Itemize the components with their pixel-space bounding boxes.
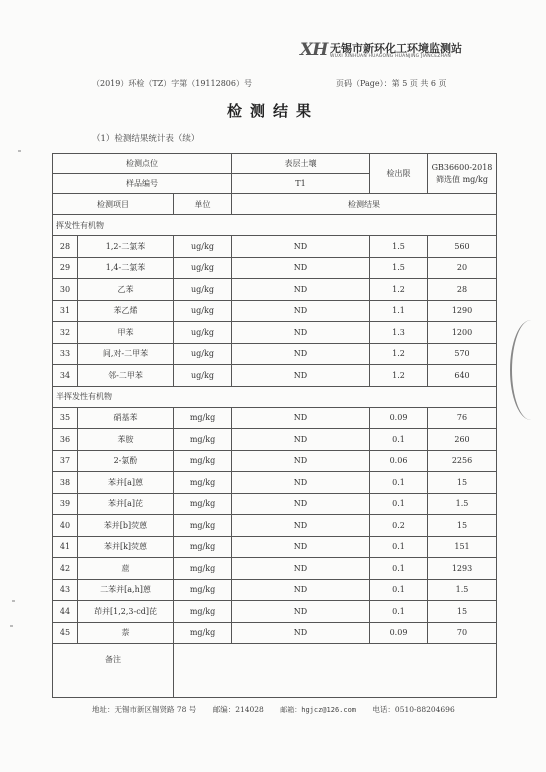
test-item: 萘 bbox=[78, 622, 174, 644]
sample-value: T1 bbox=[232, 174, 370, 194]
test-item: 硝基苯 bbox=[78, 407, 174, 429]
row-number: 36 bbox=[53, 429, 78, 451]
detection-limit: 0.1 bbox=[370, 536, 428, 558]
unit: mg/kg bbox=[174, 407, 232, 429]
header-row-columns bbox=[53, 194, 497, 215]
row-number: 42 bbox=[53, 558, 78, 580]
test-result: ND bbox=[232, 472, 370, 494]
test-result: ND bbox=[232, 365, 370, 387]
unit: ug/kg bbox=[174, 343, 232, 365]
point-value: 表层土壤 bbox=[232, 154, 370, 174]
screening-value: 70 bbox=[428, 622, 497, 644]
row-number: 34 bbox=[53, 365, 78, 387]
group-row bbox=[53, 215, 497, 236]
unit: mg/kg bbox=[174, 622, 232, 644]
detection-limit: 0.06 bbox=[370, 450, 428, 472]
unit: ug/kg bbox=[174, 365, 232, 387]
table-caption: （1）检测结果统计表（续） bbox=[92, 134, 200, 144]
row-number: 29 bbox=[53, 257, 78, 279]
detection-limit: 1.5 bbox=[370, 257, 428, 279]
row-number: 35 bbox=[53, 407, 78, 429]
test-result: ND bbox=[232, 279, 370, 301]
detection-limit: 0.09 bbox=[370, 622, 428, 644]
detection-limit: 0.1 bbox=[370, 558, 428, 580]
test-item: 1,2-二氯苯 bbox=[78, 236, 174, 258]
footer-phone: 电话：0510-88204696 bbox=[372, 705, 455, 714]
detection-limit: 0.1 bbox=[370, 493, 428, 515]
page-title: 检测结果 bbox=[226, 102, 319, 120]
table-row bbox=[53, 558, 497, 580]
unit: mg/kg bbox=[174, 493, 232, 515]
scan-mark bbox=[10, 625, 13, 627]
row-number: 43 bbox=[53, 579, 78, 601]
test-result: ND bbox=[232, 493, 370, 515]
unit: mg/kg bbox=[174, 515, 232, 537]
screening-value: 560 bbox=[428, 236, 497, 258]
test-item: 苯并[a]蒽 bbox=[78, 472, 174, 494]
unit: mg/kg bbox=[174, 472, 232, 494]
row-number: 41 bbox=[53, 536, 78, 558]
table-row bbox=[53, 257, 497, 279]
test-item: 苯并[a]芘 bbox=[78, 493, 174, 515]
test-result: ND bbox=[232, 257, 370, 279]
unit: mg/kg bbox=[174, 601, 232, 623]
item-label: 检测项目 bbox=[53, 194, 174, 215]
detection-limit: 1.5 bbox=[370, 236, 428, 258]
row-number: 32 bbox=[53, 322, 78, 344]
table-row bbox=[53, 601, 497, 623]
screening-value: 1290 bbox=[428, 300, 497, 322]
row-number: 45 bbox=[53, 622, 78, 644]
detection-limit: 0.09 bbox=[370, 407, 428, 429]
table-row bbox=[53, 515, 497, 537]
detection-limit: 0.1 bbox=[370, 601, 428, 623]
test-result: ND bbox=[232, 536, 370, 558]
detection-limit-label: 检出限 bbox=[370, 154, 428, 194]
row-number: 31 bbox=[53, 300, 78, 322]
note-label: 备注 bbox=[53, 644, 174, 698]
group-row bbox=[53, 386, 497, 407]
table-row bbox=[53, 429, 497, 451]
test-result: ND bbox=[232, 322, 370, 344]
test-item: 苯乙烯 bbox=[78, 300, 174, 322]
detection-limit: 1.2 bbox=[370, 279, 428, 301]
detection-limit: 0.1 bbox=[370, 472, 428, 494]
unit: mg/kg bbox=[174, 429, 232, 451]
test-item: 二苯并[a,h]蒽 bbox=[78, 579, 174, 601]
table-row bbox=[53, 472, 497, 494]
org-logo bbox=[300, 40, 470, 64]
screening-value: 76 bbox=[428, 407, 497, 429]
unit: ug/kg bbox=[174, 257, 232, 279]
table-row bbox=[53, 322, 497, 344]
screening-value: 15 bbox=[428, 601, 497, 623]
screening-value: 15 bbox=[428, 472, 497, 494]
test-item: 茚并[1,2,3-cd]芘 bbox=[78, 601, 174, 623]
results-table bbox=[52, 153, 497, 698]
test-item: 甲苯 bbox=[78, 322, 174, 344]
row-number: 33 bbox=[53, 343, 78, 365]
test-item: 2-氯酚 bbox=[78, 450, 174, 472]
note-row bbox=[53, 644, 497, 698]
test-result: ND bbox=[232, 515, 370, 537]
table-row bbox=[53, 536, 497, 558]
test-item: 1,4-二氯苯 bbox=[78, 257, 174, 279]
unit: ug/kg bbox=[174, 279, 232, 301]
test-result: ND bbox=[232, 601, 370, 623]
row-number: 28 bbox=[53, 236, 78, 258]
screening-value: 1293 bbox=[428, 558, 497, 580]
detection-limit: 0.2 bbox=[370, 515, 428, 537]
row-number: 44 bbox=[53, 601, 78, 623]
row-number: 30 bbox=[53, 279, 78, 301]
unit-label: 单位 bbox=[174, 194, 232, 215]
result-label: 检测结果 bbox=[232, 194, 497, 215]
detection-limit: 1.1 bbox=[370, 300, 428, 322]
screening-value: 15 bbox=[428, 515, 497, 537]
detection-limit: 1.2 bbox=[370, 343, 428, 365]
table-row bbox=[53, 236, 497, 258]
footer bbox=[92, 704, 469, 715]
test-result: ND bbox=[232, 450, 370, 472]
unit: ug/kg bbox=[174, 236, 232, 258]
test-item: 苯胺 bbox=[78, 429, 174, 451]
footer-address: 地址：无锡市新区锡贤路 78 号 bbox=[92, 705, 197, 714]
footer-postcode: 邮编：214028 bbox=[212, 705, 264, 714]
unit: ug/kg bbox=[174, 322, 232, 344]
test-result: ND bbox=[232, 343, 370, 365]
table-row bbox=[53, 365, 497, 387]
detection-limit: 0.1 bbox=[370, 579, 428, 601]
test-result: ND bbox=[232, 236, 370, 258]
screening-value: 570 bbox=[428, 343, 497, 365]
screening-value: 151 bbox=[428, 536, 497, 558]
unit: mg/kg bbox=[174, 579, 232, 601]
logo-mark: XH bbox=[300, 40, 328, 60]
table-row bbox=[53, 300, 497, 322]
test-item: 苯并[k]荧蒽 bbox=[78, 536, 174, 558]
note-value bbox=[174, 644, 497, 698]
row-number: 40 bbox=[53, 515, 78, 537]
group-name: 挥发性有机物 bbox=[53, 215, 497, 236]
group-name: 半挥发性有机物 bbox=[53, 386, 497, 407]
test-item: 邻-二甲苯 bbox=[78, 365, 174, 387]
table-row bbox=[53, 343, 497, 365]
unit: mg/kg bbox=[174, 536, 232, 558]
row-number: 39 bbox=[53, 493, 78, 515]
table-row bbox=[53, 407, 497, 429]
page-number: 页码（Page）：第 5 页 共 6 页 bbox=[336, 79, 447, 88]
table-row bbox=[53, 450, 497, 472]
screening-value: 2256 bbox=[428, 450, 497, 472]
row-number: 37 bbox=[53, 450, 78, 472]
org-pinyin: WUXI XINHUAN HUAGONG HUANJING JIANCEZHAN bbox=[330, 54, 451, 59]
screening-value: 1.5 bbox=[428, 579, 497, 601]
scan-mark bbox=[18, 150, 21, 152]
test-item: 䓛 bbox=[78, 558, 174, 580]
test-item: 苯并[b]荧蒽 bbox=[78, 515, 174, 537]
test-result: ND bbox=[232, 622, 370, 644]
document-number: （2019）环检（TZ）字第（19112806）号 bbox=[92, 79, 252, 88]
test-result: ND bbox=[232, 558, 370, 580]
detection-limit: 0.1 bbox=[370, 429, 428, 451]
detection-limit: 1.3 bbox=[370, 322, 428, 344]
table-row bbox=[53, 579, 497, 601]
screening-value: 20 bbox=[428, 257, 497, 279]
table-row bbox=[53, 622, 497, 644]
detection-limit: 1.2 bbox=[370, 365, 428, 387]
test-result: ND bbox=[232, 579, 370, 601]
standard-label: GB36600-2018 筛选值 mg/kg bbox=[428, 154, 497, 194]
sample-label: 样品编号 bbox=[53, 174, 232, 194]
screening-value: 1200 bbox=[428, 322, 497, 344]
screening-value: 260 bbox=[428, 429, 497, 451]
screening-value: 640 bbox=[428, 365, 497, 387]
screening-value: 1.5 bbox=[428, 493, 497, 515]
point-label: 检测点位 bbox=[53, 154, 232, 174]
seal-stamp bbox=[510, 320, 546, 420]
test-item: 间,对-二甲苯 bbox=[78, 343, 174, 365]
test-result: ND bbox=[232, 407, 370, 429]
test-result: ND bbox=[232, 429, 370, 451]
unit: mg/kg bbox=[174, 558, 232, 580]
test-item: 乙苯 bbox=[78, 279, 174, 301]
scan-mark bbox=[12, 600, 15, 602]
test-result: ND bbox=[232, 300, 370, 322]
unit: mg/kg bbox=[174, 450, 232, 472]
table-row bbox=[53, 279, 497, 301]
header-row-point bbox=[53, 154, 497, 174]
row-number: 38 bbox=[53, 472, 78, 494]
footer-email: 邮箱：hgjcz@126.com bbox=[280, 706, 357, 714]
screening-value: 28 bbox=[428, 279, 497, 301]
org-name: 无锡市新环化工环境监测站 bbox=[330, 42, 462, 55]
table-row bbox=[53, 493, 497, 515]
unit: ug/kg bbox=[174, 300, 232, 322]
